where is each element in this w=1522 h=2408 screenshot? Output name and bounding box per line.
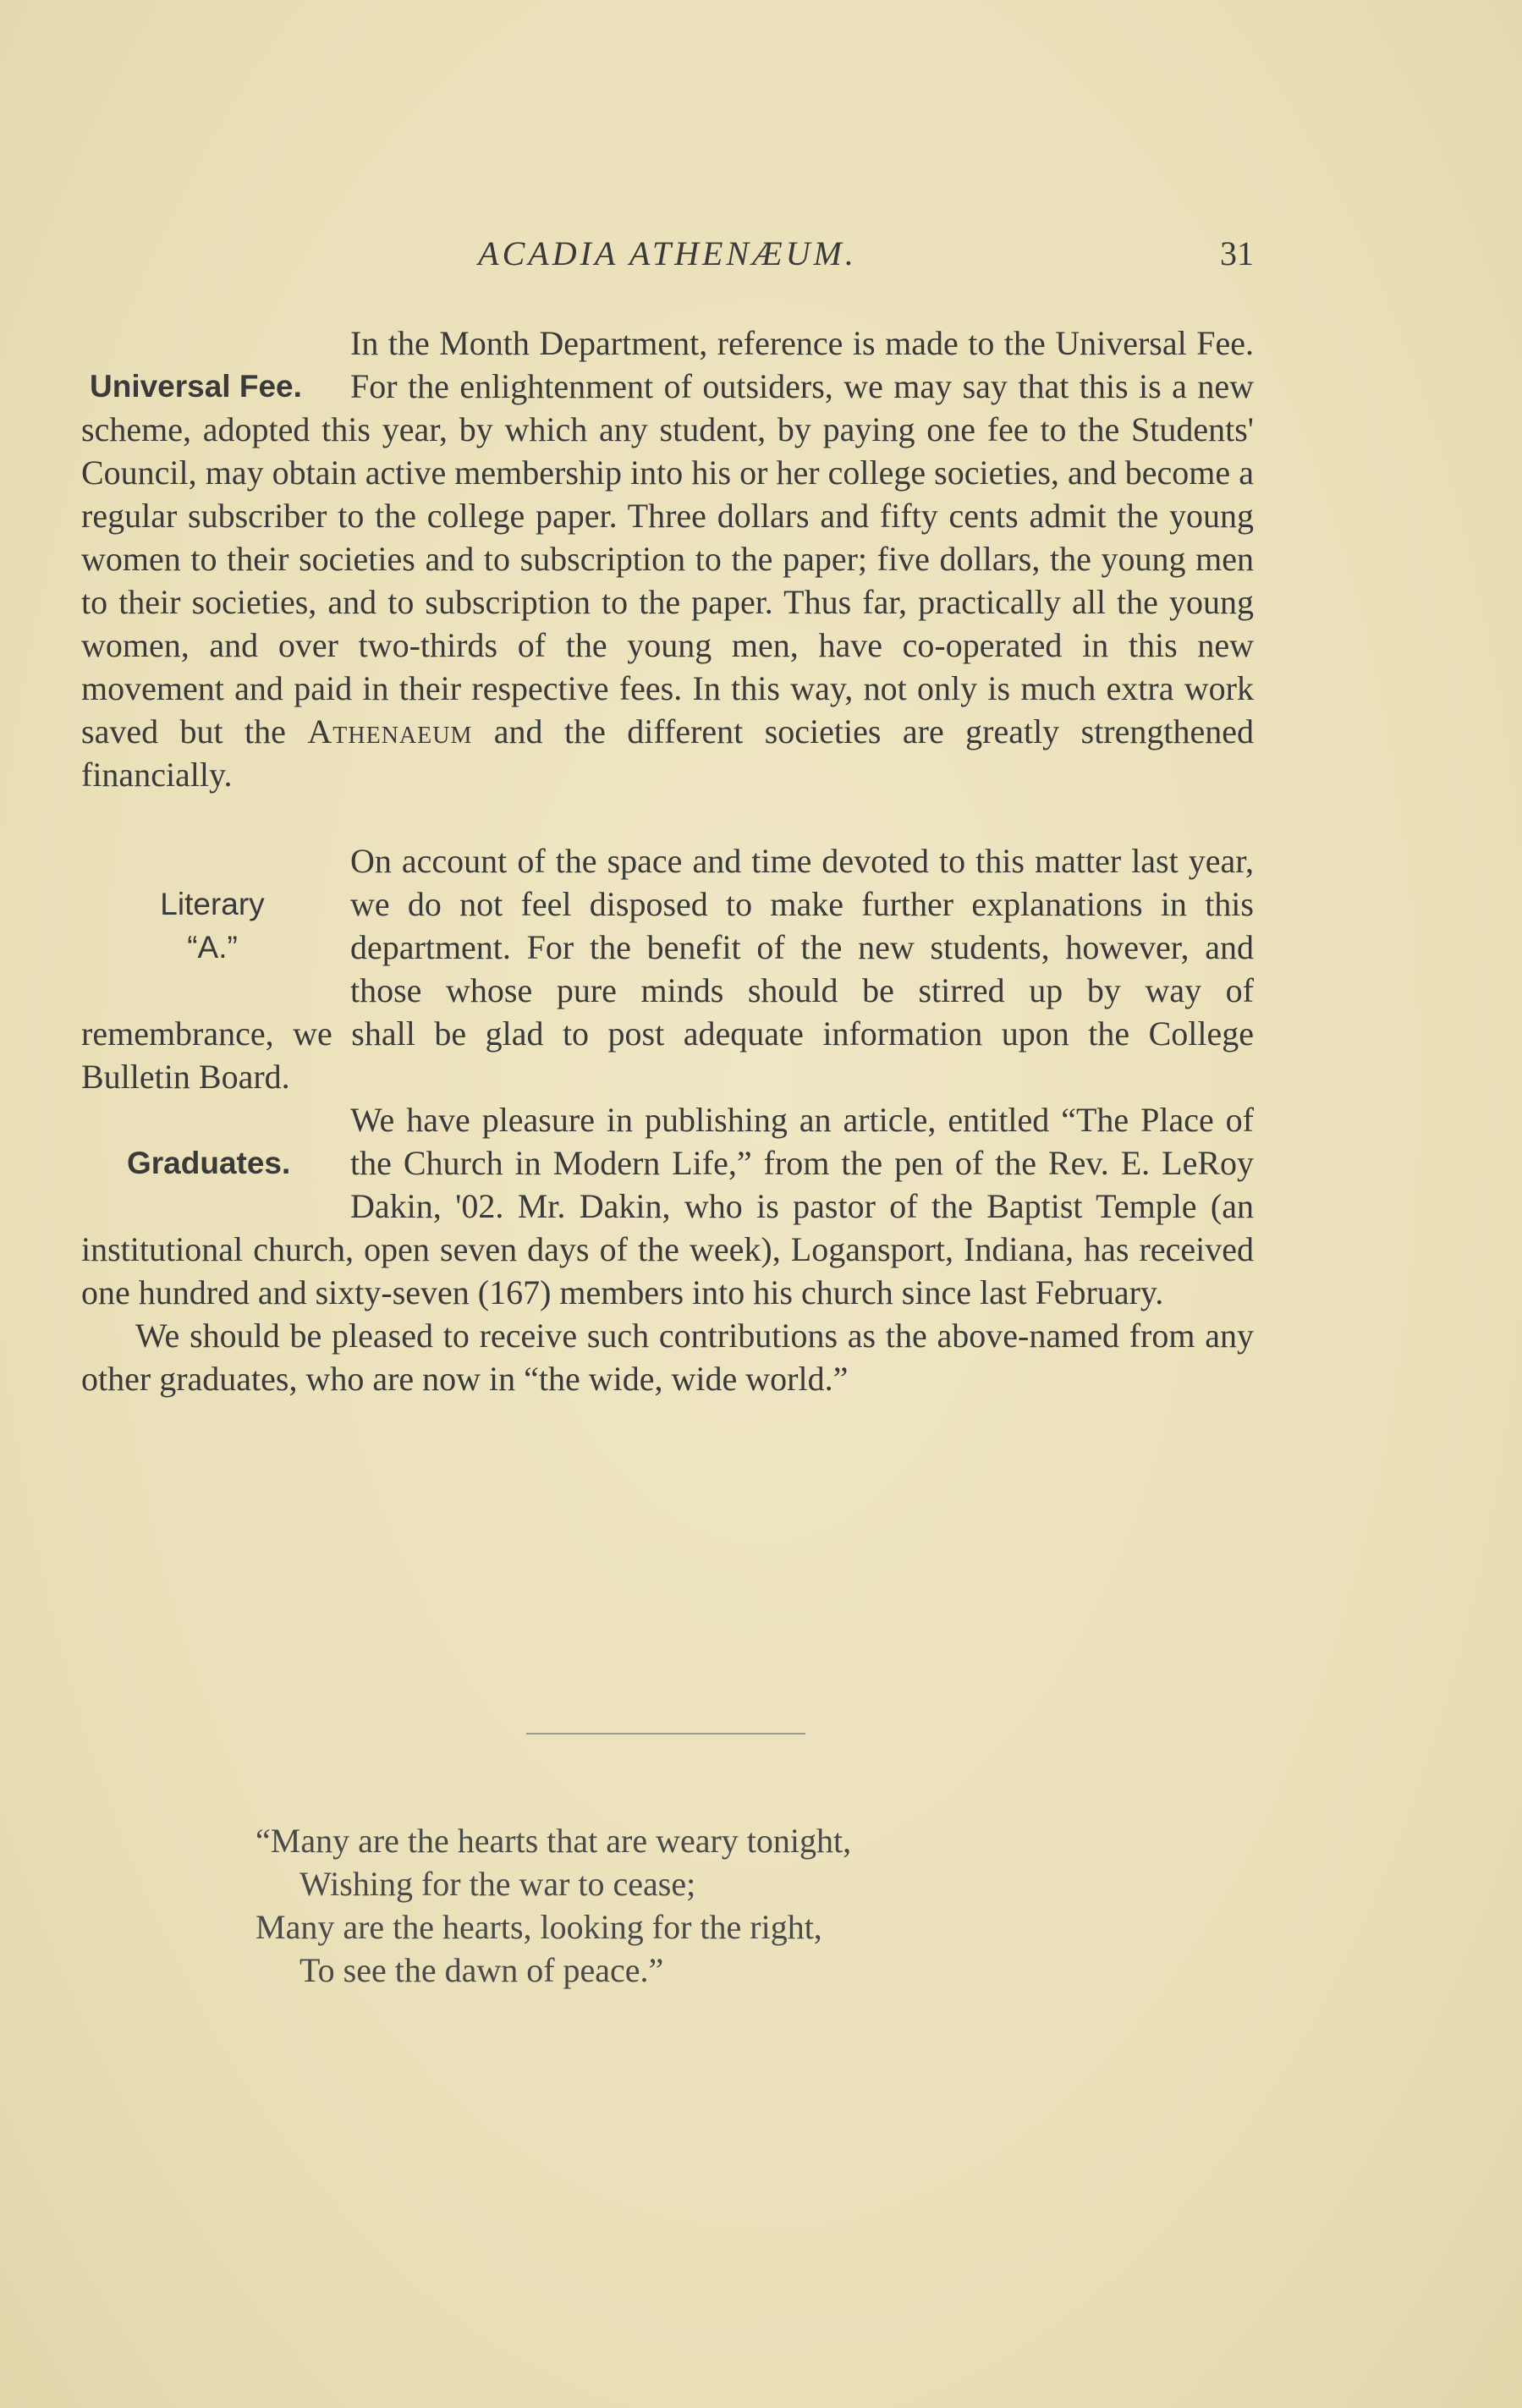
paragraph-literary-a — [81, 839, 1254, 1098]
poem-line: To see the dawn of peace.” — [299, 1951, 664, 1989]
side-heading-literary: Literary — [160, 887, 265, 921]
poem — [255, 1819, 851, 1992]
poem-line: “Many are the hearts that are weary tonight, — [255, 1822, 852, 1860]
athenaeum-smallcaps: Athenaeum — [307, 712, 473, 750]
side-heading-graduates: Graduates. — [127, 1146, 291, 1180]
section-graduates — [81, 1098, 1254, 1400]
paragraph-contributions: We should be pleased to receive such contributions as the above-named from any other graduates, who are now in “the wide, wide world.” — [81, 1317, 1254, 1398]
poem-line: Many are the hearts, looking for the right, — [255, 1908, 822, 1946]
section-divider — [526, 1733, 805, 1735]
article-body — [81, 322, 1254, 1400]
paragraph-text: On account of the space and time devoted to this matter last year, we do not feel disposed to make further explanations in this department. For the benefit of the new students, however, and those whose pure minds should be stirred up by way of remembrance, we shall be glad to post adequate information upon the College Bulletin Board. — [81, 842, 1254, 1096]
poem-line: Wishing for the war to cease; — [299, 1865, 696, 1903]
side-heading-a: “A.” — [187, 930, 238, 965]
running-header — [81, 234, 1254, 284]
side-heading-universal-fee: Universal Fee. — [90, 369, 302, 404]
paragraph-text-end: and the different societies are greatly strengthened financially. — [81, 712, 1254, 794]
section-literary-a — [81, 839, 1254, 1098]
paragraph-text: In the Month Department, reference is made to the Universal Fee. For the enlightenment of outsiders, we may say that this is a new scheme, adopted this year, by which any student, by paying one fee to the Students' Council, may obtain active membership into his or her college societies, and become a regular subscriber to the college paper. Three dollars and fifty cents admit the young women to their societies and to subscription to the paper; five dollars, the young men to their societies, and to subscription to the paper. Thus far, practically all the young women, and over two-thirds of the young men, have co-operated in this new movement and paid in their respective fees. In this way, not only is much extra work saved but the — [81, 324, 1254, 750]
page-number: 31 — [1220, 234, 1254, 272]
paragraph-text: We have pleasure in publishing an article, entitled “The Place of the Church in Modern Life,” from the pen of the Rev. E. LeRoy Dakin, '02. Mr. Dakin, who is pastor of the Baptist Temple (an institutional church, open seven days of the week), Logansport, Indiana, has received one hundred and sixty-seven (167) members into his church since last February. — [81, 1101, 1254, 1311]
journal-title: ACADIA ATHENÆUM. — [478, 234, 857, 272]
section-universal-fee — [81, 322, 1254, 796]
paragraph-graduates — [81, 1098, 1254, 1314]
